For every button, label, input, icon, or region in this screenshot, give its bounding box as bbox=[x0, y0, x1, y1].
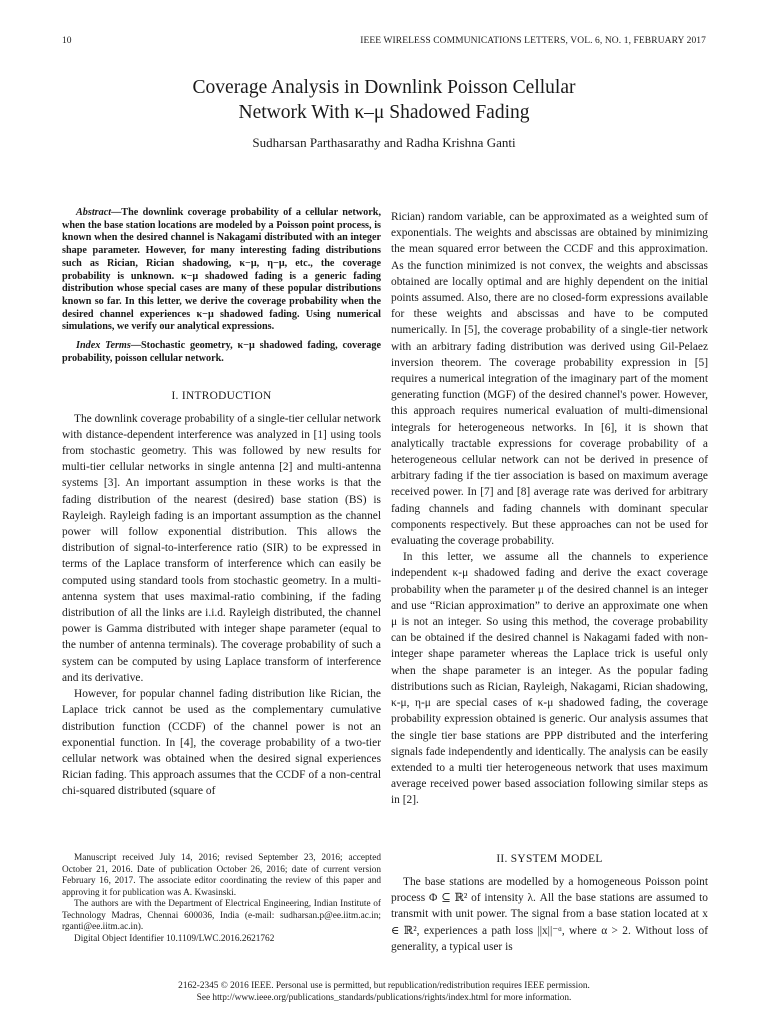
index-terms-text: —Stochastic geometry, κ−μ shadowed fading, coverage probability, poisson cellular network. bbox=[62, 340, 381, 364]
left-column bbox=[62, 207, 381, 800]
system-model-column bbox=[391, 874, 708, 955]
title-line-2: Network With κ–μ Shadowed Fading bbox=[238, 102, 530, 123]
footer-line-1: 2162-2345 © 2016 IEEE. Personal use is permitted, but republication/redistribution requires IEEE permission. bbox=[178, 981, 590, 991]
index-terms-lead: Index Terms bbox=[76, 340, 131, 352]
authors: Sudharsan Parthasarathy and Radha Krishna Ganti bbox=[252, 135, 516, 150]
abstract-text: —The downlink coverage probability of a cellular network, when the base station locations are modeled by a Poisson point process, is known when the desired channel is Nakagami distributed with an integer shape parameter. However, for many interesting fading distributions such as Rician, Rician shadowing, κ−μ, η−μ, etc., the coverage probability is unknown. κ−μ shadowed fading is a generic fading distribution whose special cases are many of these popular distributions known so far. In this letter, we derive the coverage probability when the desired channel experiences κ−μ shadowed fading. Using numerical simulations, we verify our analytical expressions. bbox=[62, 207, 381, 333]
footnote-authors: The authors are with the Department of Electrical Engineering, Indian Institute of Technology Madras, Chennai 600036, India (e-mail: sudharsan.p@ee.iitm.ac.in; rganti@ee.iitm.ac.in). bbox=[62, 899, 381, 932]
footnotes bbox=[62, 853, 381, 945]
page-number: 10 bbox=[62, 36, 72, 46]
index-terms bbox=[62, 340, 381, 365]
right-column bbox=[391, 209, 708, 809]
abstract bbox=[62, 207, 381, 334]
copyright-footer bbox=[0, 981, 768, 1004]
footer-line-2: See http://www.ieee.org/publications_standards/publications/rights/index.html for more information. bbox=[196, 992, 572, 1003]
right-paragraph-1: Rician) random variable, can be approximated as a weighted sum of exponentials. The weights and abscissas are obtained by minimizing the mean squared error between the CCDF and this approximation. As the function minimized is not convex, the weights and abscissas obtained are locally optimal and are highly dependent on the initial points assumed. Also, there are no closed-form expressions available for these weights and abscissas and have to be computed numerically. In [5], the coverage probability of a single-tier network with an arbitrary fading distribution was derived using Gil-Pelaez inversion theorem. The coverage probability expression in [5] requires a numerical integration of the imaginary part of the moment generating function (MGF) of the desired channel's power. However, this approach requires numerical evaluation of multi-dimensional integrals for heterogeneous networks. In [6], it is shown that analytically tractable expressions for coverage probability of a heterogeneous cellular network can not be derived in presence of arbitrary fading if the tier association is based on maximum average received power. In [7] and [8] average rate was derived for arbitrary fading channels and fading channels with dominant specular components respectively. But these approaches can not be used for evaluating the coverage probability. bbox=[391, 211, 708, 548]
right-paragraph-2: In this letter, we assume all the channels to experience independent κ-μ shadowed fading and derive the exact coverage probability when the parameter μ of the desired channel is an integer and use “Rician approximation” to derive an approximate one when μ is not an integer. So using this method, the coverage probability can be obtained if the desired channel is Nakagami faded with non-integer shape parameter whereas the Laplace trick is useful only when the shape parameter is an integer. As the popular fading distributions such as Rician, Rayleigh, Nakagami, Rician shadowing, κ-μ, η-μ are special cases of κ-μ shadowed fading, the coverage probability expression obtained is generic. Our analysis assumes that the single tier base stations are PPP distributed and the interfering signals fade independently and identically. The analysis can be easily extended to a multi tier heterogeneous network that uses maximum average received power based association following similar steps as in [2]. bbox=[391, 551, 708, 807]
running-header bbox=[62, 36, 706, 50]
title-line-1: Coverage Analysis in Downlink Poisson Cellular bbox=[192, 77, 576, 98]
footnote-doi: Digital Object Identifier 10.1109/LWC.2016.2621762 bbox=[74, 933, 275, 944]
intro-paragraph-2: However, for popular channel fading distribution like Rician, the Laplace trick cannot be used as the complementary cumulative distribution function (CCDF) of the channel power is not an exponential function. In [4], the coverage probability of a two-tier cellular network was obtained when the desired signal experiences Rician fading. This approach assumes that the CCDF of a non-central chi-squared distributed (square of bbox=[62, 688, 381, 798]
intro-paragraph-1: The downlink coverage probability of a single-tier cellular network with distance-dependent interference was analyzed in [1] using tools from stochastic geometry. This was followed by new results for multi-tier cellular networks in single antenna [2] and multi-antenna systems [3]. An important assumption in these works is that the fading distribution of the nearest (desired) base station (BS) is Rayleigh. Rayleigh fading is an important assumption as the channel power will follow exponential distribution. This allows the distribution of signal-to-interference ratio (SIR) to be expressed in terms of the Laplace transform of interference which can easily be computed using standard tools from stochastic geometry. In a multi-antenna system that uses maximal-ratio combining, if the fading distribution of all the links are i.i.d. Rayleigh distributed, the channel power is Gamma distributed with integer shape parameter (equal to the number of antenna terminals). The coverage probability of such a system can be computed by using Laplace transform of interference and its derivative. bbox=[62, 412, 381, 684]
abstract-lead: Abstract bbox=[76, 207, 112, 218]
journal-name: IEEE WIRELESS COMMUNICATIONS LETTERS, VOL. 6, NO. 1, FEBRUARY 2017 bbox=[360, 36, 706, 46]
paper-title bbox=[0, 75, 768, 125]
footnote-manuscript: Manuscript received July 14, 2016; revised September 23, 2016; accepted October 21, 2016. Date of publication October 26, 2016; date of current version February 16, 2017. The associate editor coordinating the review of this paper and approving it for publication was A. Kwasinski. bbox=[62, 853, 381, 898]
section-1-heading: I. INTRODUCTION bbox=[171, 390, 272, 403]
section-2-heading: II. SYSTEM MODEL bbox=[496, 853, 603, 865]
system-model-paragraph: The base stations are modelled by a homogeneous Poisson point process Φ ⊆ ℝ² of intensity λ. All the base stations are assumed to transmit with unit power. The signal from a base station located at x ∈ ℝ², experiences a path loss ||x||⁻ᵅ, where α > 2. Without loss of generality, a typical user is bbox=[391, 876, 708, 953]
